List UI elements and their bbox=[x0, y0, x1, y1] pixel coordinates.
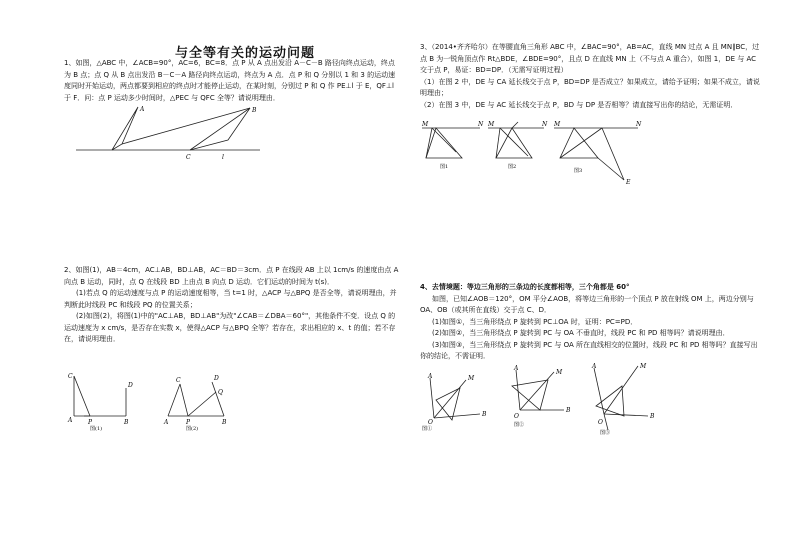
question-4-figure-2 bbox=[504, 365, 574, 430]
label-B: B bbox=[222, 419, 227, 426]
page-title: 与全等有关的运动问题 bbox=[174, 46, 315, 61]
figure-3-caption: 图3 bbox=[574, 168, 583, 174]
label-N: N bbox=[542, 121, 548, 128]
figure-1-caption: 图① bbox=[422, 426, 433, 432]
question-3-intro: 3、（2014•齐齐哈尔）在等腰直角三角形 ABC 中，∠BAC=90°，AB=AC，直线 MN 过点 A 且 MN∥BC，过点 B 为一锐角顶点作 Rt△BDE，∠BDE=90°，且点 D 在直线 MN 上（不与点 A 重合），如图 1，DE 与 AC 交于点 P，易证：BD=DP．（无需写证明过程） bbox=[420, 43, 760, 74]
label-O: O bbox=[514, 413, 519, 420]
label-N: N bbox=[478, 121, 484, 128]
figure-1-caption: 图(1) bbox=[90, 426, 103, 432]
question-4-part-2: (2)如图②，当三角形绕点 P 旋转到 PC 与 OA 不垂直时，线段 PC 和 PD 相等吗？请说明理由． bbox=[432, 329, 730, 337]
label-M: M bbox=[556, 369, 563, 376]
label-C: C bbox=[68, 373, 73, 380]
question-2-intro: 2、如图(1)，AB＝4cm，AC⊥AB，BD⊥AB，AC＝BD＝3cm．点 P 在线段 AB 上以 1cm/s 的速度由点 A 向点 B 运动，同时，点 Q 在线段 BD 上由点 B 向点 D 运动．它们运动的时间为 t(s)． bbox=[64, 266, 399, 286]
label-C: C bbox=[176, 377, 181, 384]
label-A: A bbox=[428, 373, 433, 380]
question-1 bbox=[64, 58, 400, 104]
connecting-segment bbox=[122, 108, 250, 144]
question-3-part-2: （2）在图 3 中，DE 与 AC 延长线交于点 P，BD 与 DP 是否相等？请直接写出你的结论，无需证明． bbox=[420, 100, 738, 109]
question-2-figure-2 bbox=[164, 374, 244, 430]
question-3-figure-3 bbox=[554, 122, 644, 188]
figure-3-caption: 图③ bbox=[600, 430, 611, 436]
question-1-figure bbox=[74, 104, 264, 164]
question-4 bbox=[420, 282, 760, 363]
label-M: M bbox=[422, 121, 429, 128]
label-B: B bbox=[252, 107, 257, 114]
label-C: C bbox=[186, 154, 191, 161]
label-B: B bbox=[124, 419, 129, 426]
label-E: E bbox=[626, 179, 631, 186]
question-1-text: 1、如图，△ABC 中，∠ACB=90°，AC=6，BC=8．点 P 从 A 点出发沿 A－C－B 路径向终点运动，终点为 B 点；点 Q 从 B 点出发沿 B－C－A 路径向终点运动，终点为 A 点．点 P 和 Q 分别以 1 和 3 的运动速度同时开始运动，两点都要到相应的终点时才能停止运动，在某时刻，分别过 P 和 Q 作 PE⊥l 于 E，QF⊥l 于 F．问：点 P 运动多少时间时，△PEC 与 QFC 全等？请说明理由． bbox=[64, 59, 396, 102]
question-2 bbox=[64, 265, 402, 346]
figure-1-caption: 图1 bbox=[440, 164, 449, 170]
label-M: M bbox=[640, 363, 647, 370]
label-P: P bbox=[186, 419, 191, 426]
question-4-intro: 如图，已知∠AOB＝120°，OM 平分∠AOB，将等边三角形的一个顶点 P 放在射线 OM 上，两边分别与 OA、OB（或其所在直线）交于点 C、D． bbox=[420, 294, 754, 314]
figure-2-caption: 图② bbox=[514, 422, 525, 428]
label-A: A bbox=[164, 419, 169, 426]
label-P: P bbox=[88, 419, 93, 426]
label-M: M bbox=[488, 121, 495, 128]
question-4-part-1: (1)如图①，当三角形绕点 P 旋转到 PC⊥OA 时，证明：PC=PD． bbox=[432, 317, 638, 326]
figure-2-caption: 图(2) bbox=[186, 426, 199, 432]
question-4-figure-3 bbox=[588, 364, 658, 436]
question-4-heading: 4、去情境题：等边三角形的三条边的长度都相等，三个角都是 60° bbox=[420, 283, 630, 291]
label-D: D bbox=[128, 382, 133, 389]
label-B: B bbox=[650, 413, 655, 420]
question-4-part-3: (3)如图③，当三角形绕点 P 旋转到 PC 与 OA 所在直线相交的位置时，线段 PC 和 PD 相等吗？直接写出你的结论，不需证明． bbox=[420, 340, 758, 360]
label-A: A bbox=[140, 106, 145, 113]
label-B: B bbox=[482, 411, 487, 418]
question-2-part-1: (1)若点 Q 的运动速度与点 P 的运动速度相等，当 t=1 时，△ACP 与△BPQ 是否全等，请说明理由，并判断此时线段 PC 和线段 PQ 的位置关系； bbox=[64, 289, 397, 309]
label-M: M bbox=[554, 121, 561, 128]
label-N: N bbox=[636, 121, 642, 128]
label-Q: Q bbox=[218, 389, 223, 396]
label-D: D bbox=[214, 375, 219, 382]
question-3-figure-2 bbox=[488, 122, 552, 178]
label-A: A bbox=[514, 365, 519, 372]
triangle-right bbox=[190, 108, 250, 150]
label-A: A bbox=[592, 363, 597, 370]
question-3 bbox=[420, 42, 760, 111]
figure-2-caption: 图2 bbox=[508, 164, 517, 170]
label-M: M bbox=[468, 375, 475, 382]
question-3-figure-1 bbox=[422, 122, 486, 178]
label-A: A bbox=[68, 417, 73, 424]
label-O: O bbox=[428, 419, 433, 426]
question-2-part-2: (2)如图(2)，将图(1)中的"AC⊥AB，BD⊥AB"为改"∠CAB＝∠DBA＝60°"，其他条件不变．设点 Q 的运动速度为 x cm/s，是否存在实数 x，使得△ACP 与△BPQ 全等？若存在，求出相应的 x、t 的值；若不存在，请说明理由． bbox=[64, 312, 396, 343]
label-l: l bbox=[222, 154, 224, 161]
label-B: B bbox=[566, 407, 571, 414]
question-4-figure-1 bbox=[420, 374, 490, 432]
question-3-part-1: （1）在图 2 中，DE 与 CA 延长线交于点 P，BD=DP 是否成立？如果成立，请给予证明；如果不成立，请说明理由； bbox=[420, 77, 760, 97]
question-2-figure-1 bbox=[68, 372, 148, 430]
label-O: O bbox=[598, 419, 603, 426]
